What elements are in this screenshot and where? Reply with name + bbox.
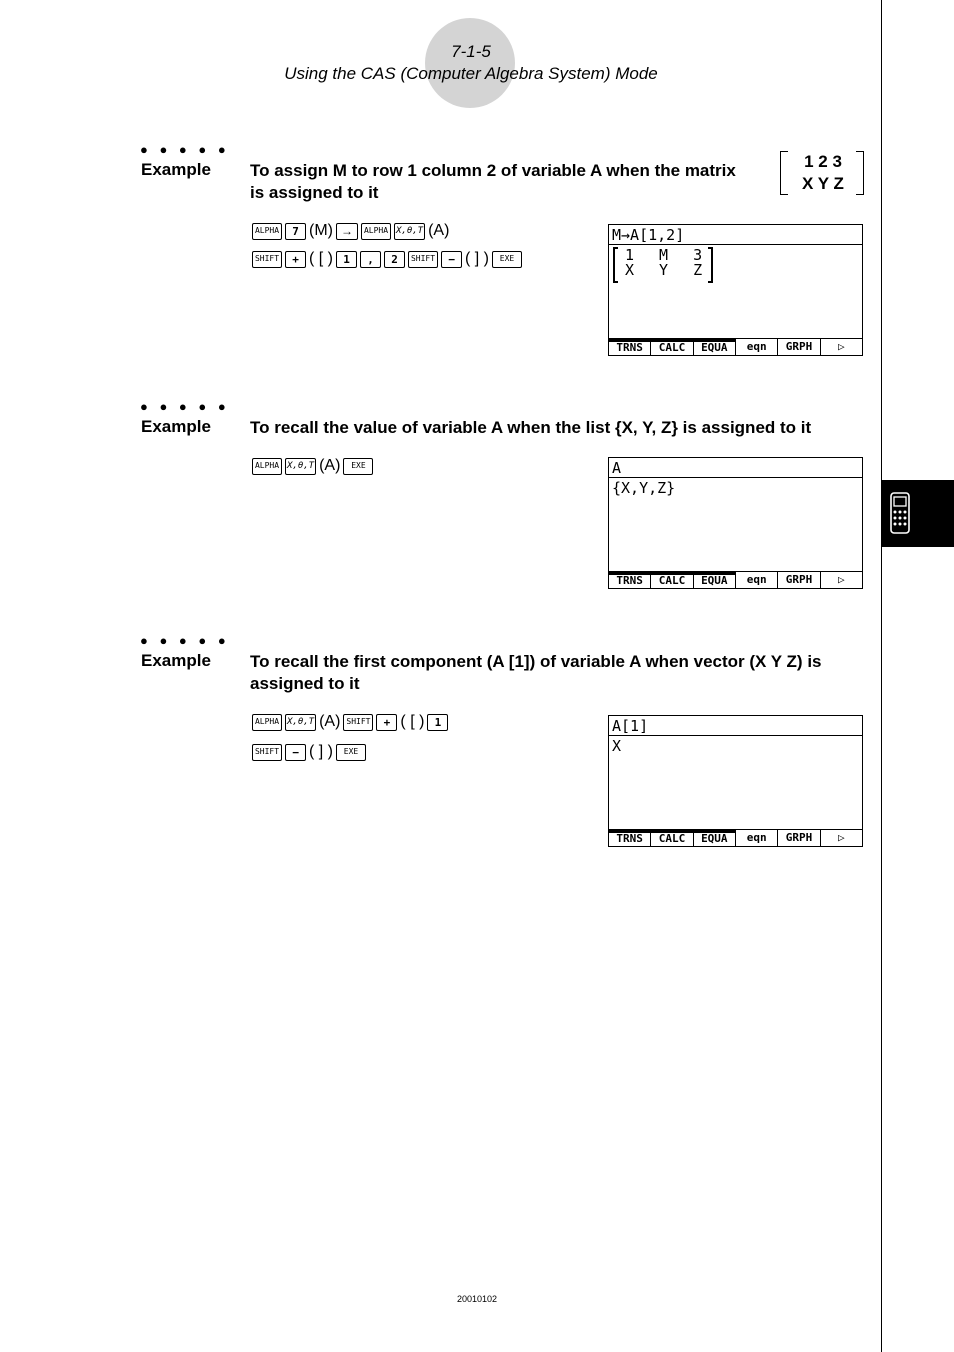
key-annotation: ( [ ) [309, 250, 333, 267]
menu-item-equa: EQUA [694, 339, 736, 355]
shift-key: SHIFT [252, 744, 282, 761]
menu-item-eqn: eqn [736, 572, 778, 588]
comma-key: , [360, 251, 381, 268]
screen-output: X [612, 737, 622, 755]
header-circle [425, 18, 515, 108]
example-label: Example [141, 417, 211, 436]
plus-key: + [376, 714, 397, 731]
key-sequence-line-2 [252, 250, 522, 268]
one-key: 1 [336, 251, 357, 268]
example-heading: To recall the value of variable A when the list {X, Y, Z} is assigned to it [250, 418, 812, 437]
alpha-key: ALPHA [252, 714, 282, 731]
margin-rule [881, 0, 882, 1352]
menu-item-grph: GRPH [778, 572, 820, 588]
key-annotation: ( ] ) [309, 743, 333, 760]
exe-key: EXE [336, 744, 366, 761]
one-key: 1 [427, 714, 448, 731]
key-sequence-line-2 [252, 743, 366, 761]
function-menu [609, 338, 862, 355]
calculator-icon [890, 492, 910, 534]
menu-next-icon: ▷ [837, 340, 845, 353]
heading-line-1: To recall the first component (A [1]) of variable A when vector (X Y Z) is [250, 652, 822, 671]
key-sequence-line-1 [252, 222, 449, 240]
screen-divider [609, 477, 862, 478]
x-theta-t-key: X,θ,T [285, 714, 316, 731]
example-heading [250, 651, 822, 695]
menu-item-trns: TRNS [609, 572, 651, 588]
alpha-key: ALPHA [361, 223, 391, 240]
matrix-row-2: X Y Z [802, 174, 844, 193]
menu-item-equa: EQUA [694, 830, 736, 846]
alpha-key: ALPHA [252, 223, 282, 240]
screen-divider [609, 735, 862, 736]
shift-key: SHIFT [252, 251, 282, 268]
menu-item-grph: GRPH [778, 339, 820, 355]
x-theta-t-key: X,θ,T [394, 223, 425, 240]
alpha-key: ALPHA [252, 458, 282, 475]
menu-next-icon: ▷ [837, 831, 845, 844]
example-label: Example [141, 160, 211, 179]
footer-code: 20010102 [456, 1294, 498, 1304]
minus-key: − [441, 251, 462, 268]
menu-item-calc: CALC [651, 830, 693, 846]
plus-key: + [285, 251, 306, 268]
output-row-2: X Y Z [625, 261, 711, 279]
menu-item-trns: TRNS [609, 830, 651, 846]
example-heading [250, 160, 736, 204]
function-menu [609, 571, 862, 588]
matrix-row-1: 1 2 3 [804, 152, 842, 171]
heading-line-2: assigned to it [250, 674, 360, 693]
exe-key: EXE [343, 458, 373, 475]
menu-next-icon: ▷ [837, 573, 845, 586]
menu-item-eqn: eqn [736, 339, 778, 355]
calculator-screen-2 [608, 457, 863, 589]
example-dots: ● ● ● ● ● [140, 633, 230, 648]
shift-key: SHIFT [343, 714, 373, 731]
example-dots: ● ● ● ● ● [140, 142, 230, 157]
key-annotation: ( ] ) [465, 250, 489, 267]
screen-output-matrix [613, 247, 713, 281]
menu-item-grph: GRPH [778, 830, 820, 846]
screen-input: A[1] [612, 717, 649, 735]
seven-key: 7 [285, 223, 306, 240]
example-label: Example [141, 651, 211, 670]
shift-key: SHIFT [408, 251, 438, 268]
heading-line-1: To assign M to row 1 column 2 of variable A when the matrix [250, 161, 736, 180]
output-row-1: 1 M 3 [625, 246, 711, 264]
key-annotation: (A) [428, 222, 450, 239]
calculator-screen-1 [608, 224, 863, 356]
example-dots: ● ● ● ● ● [140, 399, 230, 414]
key-annotation: ( [ ) [400, 713, 425, 730]
exe-key: EXE [492, 251, 522, 268]
two-key: 2 [384, 251, 405, 268]
calculator-screen-3 [608, 715, 863, 847]
menu-item-calc: CALC [651, 339, 693, 355]
menu-item-calc: CALC [651, 572, 693, 588]
matrix-notation [780, 152, 864, 194]
key-sequence-line-1 [252, 713, 448, 731]
key-sequence-line-1 [252, 457, 373, 475]
screen-input: M→A[1,2] [612, 226, 685, 244]
minus-key: − [285, 744, 306, 761]
menu-item-eqn: eqn [736, 830, 778, 846]
heading-line-2: is assigned to it [250, 183, 379, 202]
key-annotation: (A) [319, 713, 341, 730]
function-menu [609, 829, 862, 846]
key-annotation: (M) [309, 222, 333, 239]
screen-divider [609, 244, 862, 245]
page-title: Using the CAS (Computer Algebra System) Mode [284, 64, 658, 83]
screen-input: A [612, 459, 622, 477]
menu-item-trns: TRNS [609, 339, 651, 355]
x-theta-t-key: X,θ,T [285, 458, 316, 475]
key-annotation: (A) [319, 457, 341, 474]
menu-item-equa: EQUA [694, 572, 736, 588]
screen-output: {X,Y,Z} [612, 479, 676, 497]
assign-arrow-key: → [336, 223, 358, 240]
page-number: 7-1-5 [451, 42, 491, 61]
